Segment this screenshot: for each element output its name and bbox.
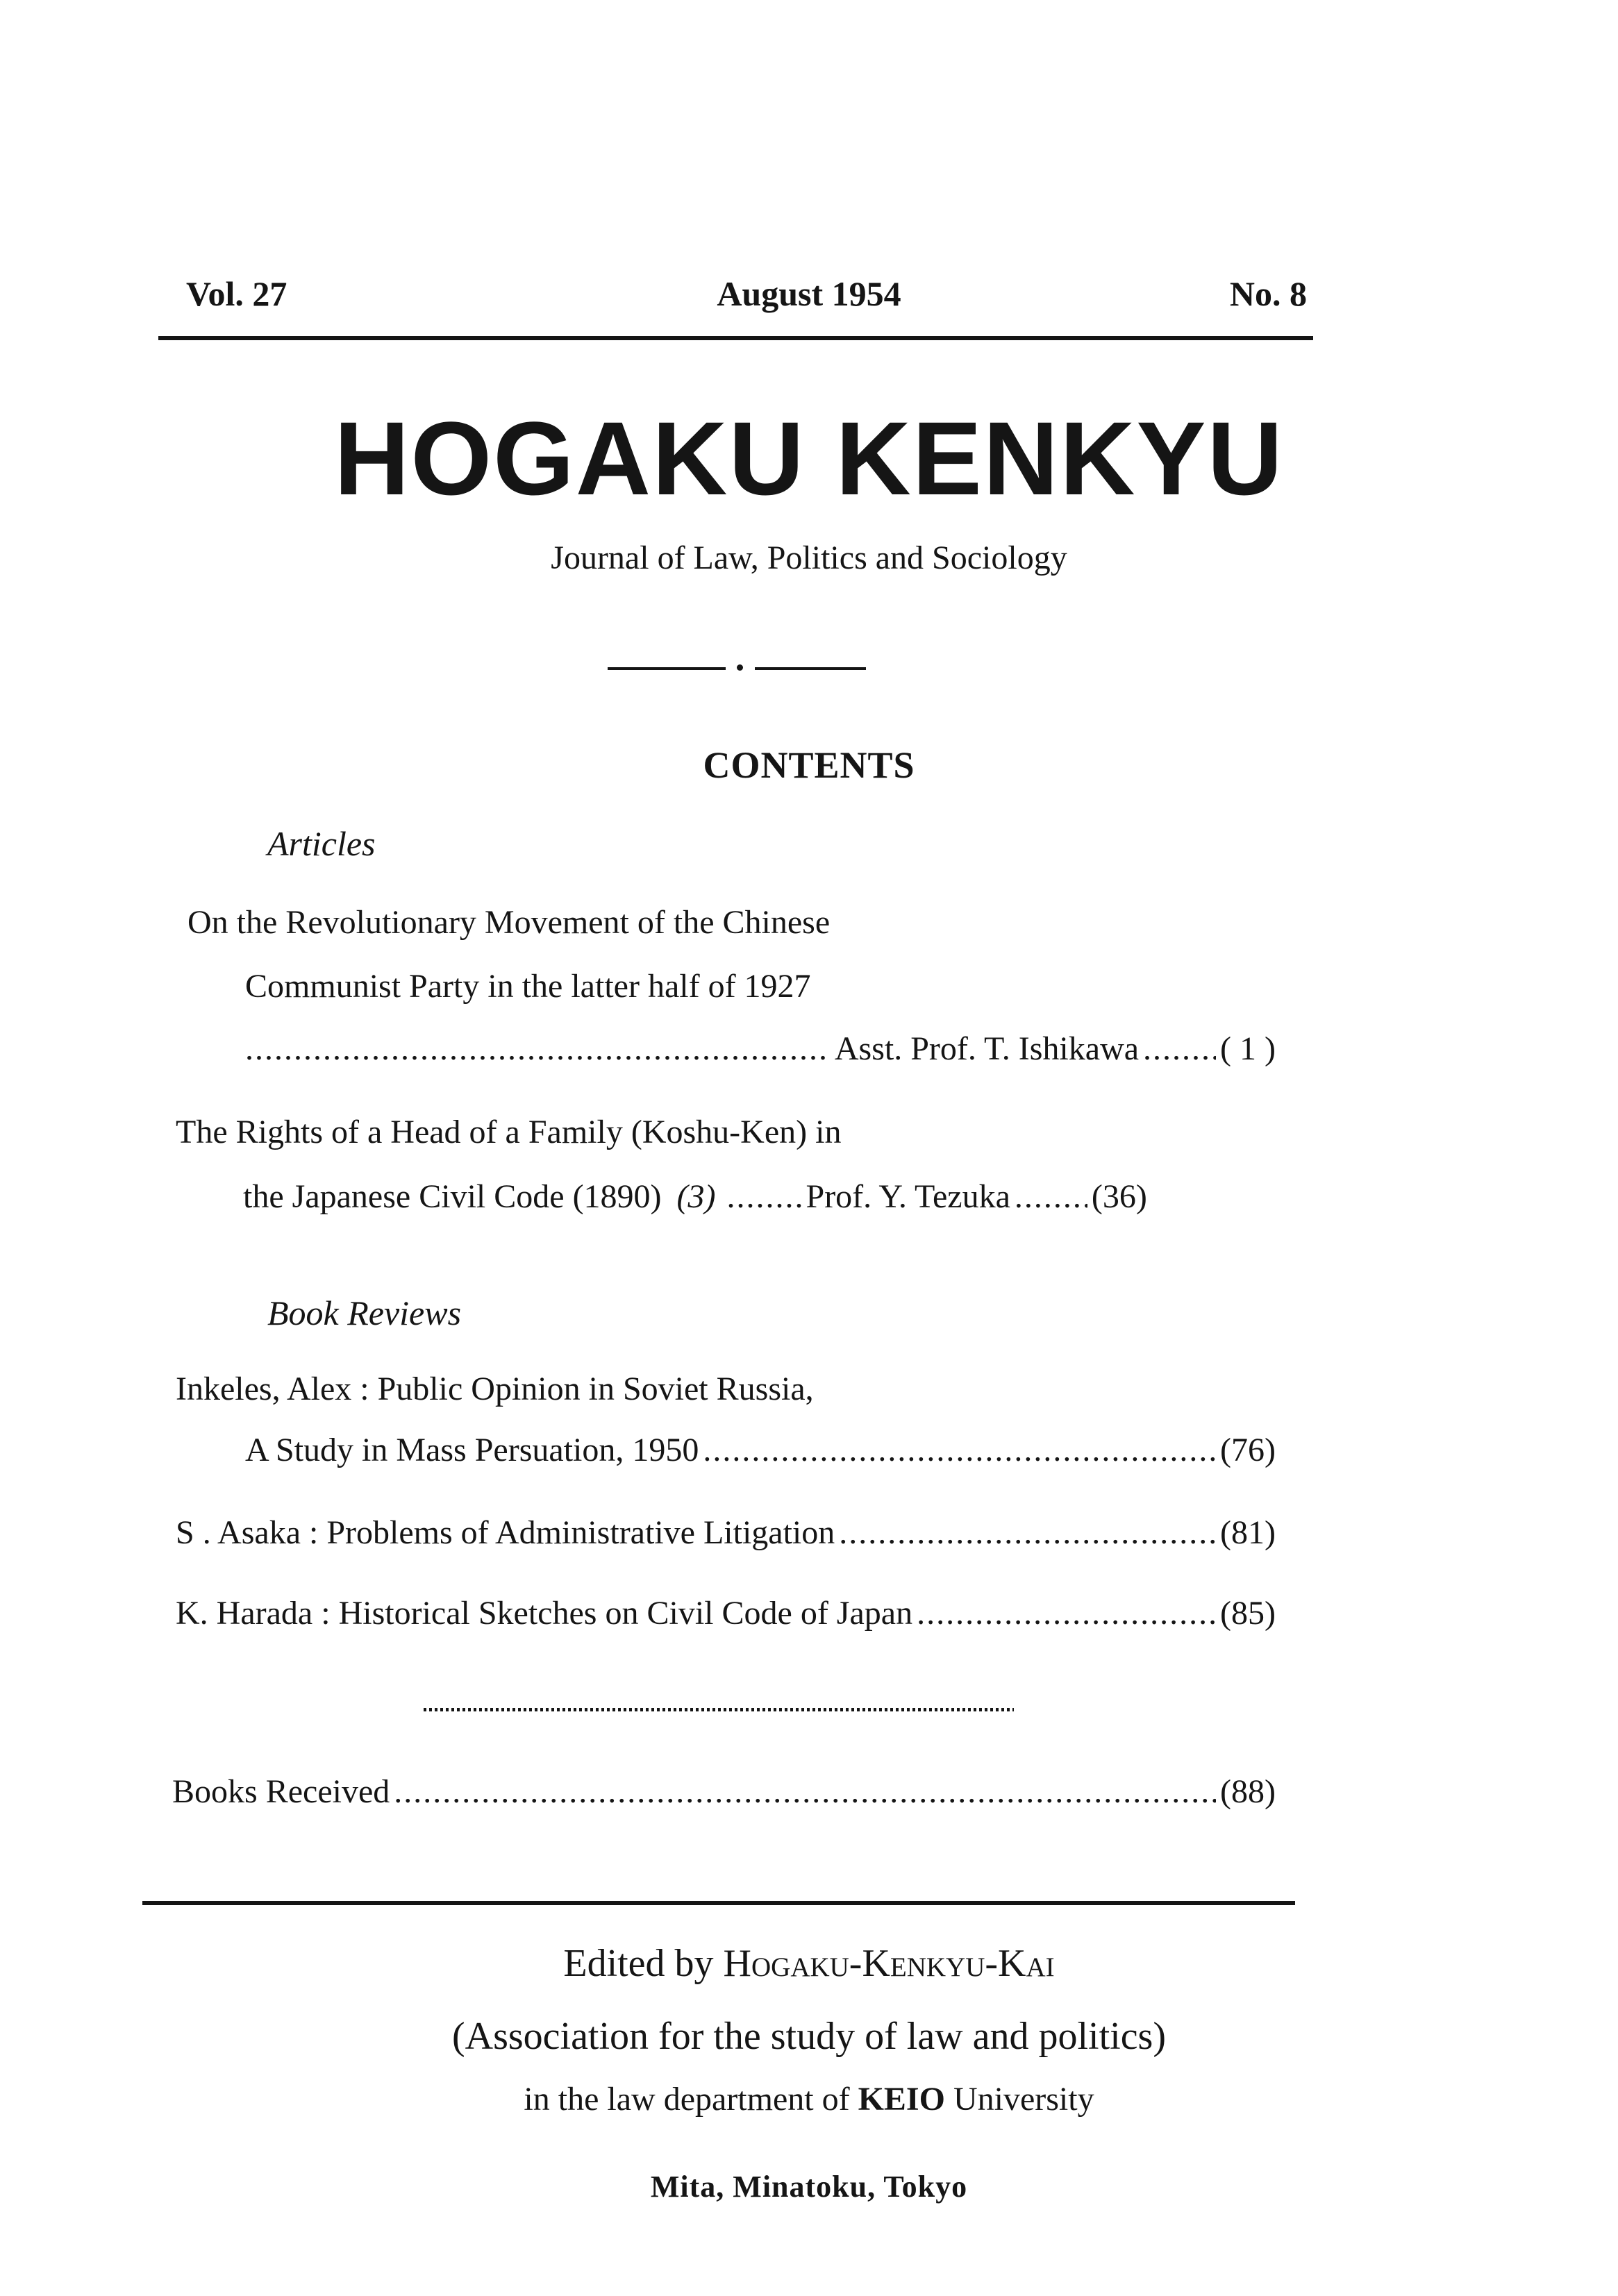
review-1-line-1: Inkeles, Alex : Public Opinion in Soviet Russia, xyxy=(176,1371,814,1407)
leader-dots xyxy=(839,1516,1216,1550)
review-3-text: K. Harada : Historical Sketches on Civil Code of Japan xyxy=(176,1595,913,1632)
university-suffix: University xyxy=(944,2081,1094,2118)
leader-dots xyxy=(1015,1180,1087,1214)
journal-title: HOGAKU KENKYU xyxy=(334,400,1284,517)
edited-by-prefix: Edited by xyxy=(563,1942,724,1985)
article-1-line-1: On the Revolutionary Movement of the Chinese xyxy=(187,904,831,941)
footer-rule xyxy=(142,1901,1295,1905)
review-1-entry xyxy=(245,1434,1276,1467)
volume-label: Vol. 27 xyxy=(186,274,287,313)
article-2-author: Prof. Y. Tezuka xyxy=(806,1178,1010,1215)
issue-number: No. 8 xyxy=(1229,274,1307,313)
ornament-rule-right xyxy=(755,667,866,670)
header-rule xyxy=(158,336,1313,340)
review-2-entry xyxy=(176,1516,1276,1550)
article-2-page: (36) xyxy=(1091,1178,1147,1215)
review-3-page: (85) xyxy=(1220,1595,1276,1632)
department-line xyxy=(0,2083,1618,2116)
contents-heading: CONTENTS xyxy=(703,744,915,786)
article-1-entry xyxy=(245,1032,1276,1066)
review-2-text: S . Asaka : Problems of Administrative Litigation xyxy=(176,1514,835,1551)
issue-date: August 1954 xyxy=(717,274,901,313)
leader-dots xyxy=(917,1597,1216,1630)
journal-subtitle: Journal of Law, Politics and Sociology xyxy=(551,539,1067,576)
review-1-page: (76) xyxy=(1220,1432,1276,1468)
article-2-line-1: The Rights of a Head of a Family (Koshu-Ken) in xyxy=(176,1114,842,1150)
books-received-entry xyxy=(172,1775,1276,1809)
article-2-line-2: the Japanese Civil Code (1890) xyxy=(243,1178,662,1215)
university-name: KEIO xyxy=(858,2081,945,2118)
ornament-dot xyxy=(737,664,743,671)
article-2-part: (3) xyxy=(676,1178,716,1215)
books-received-page: (88) xyxy=(1220,1773,1276,1810)
dotted-separator xyxy=(424,1708,1014,1711)
article-2-entry xyxy=(243,1180,1276,1214)
edited-by-line xyxy=(0,1944,1618,1983)
books-received-label: Books Received xyxy=(172,1773,390,1810)
leader-dots xyxy=(394,1775,1216,1809)
leader-dots xyxy=(703,1434,1216,1467)
leader-dots xyxy=(1143,1032,1216,1066)
publisher-location: Mita, Minatoku, Tokyo xyxy=(650,2170,968,2204)
association-line: (Association for the study of law and politics) xyxy=(451,2015,1166,2058)
review-3-entry xyxy=(176,1597,1276,1630)
review-2-page: (81) xyxy=(1220,1514,1276,1551)
leader-dots xyxy=(245,1032,831,1066)
leader-dots xyxy=(727,1180,802,1214)
ornament-rule-left xyxy=(608,667,726,670)
articles-heading: Articles xyxy=(267,824,376,863)
article-1-page: ( 1 ) xyxy=(1220,1030,1276,1067)
department-prefix: in the law department of xyxy=(524,2081,858,2118)
article-1-line-2: Communist Party in the latter half of 1927 xyxy=(245,968,811,1005)
review-1-line-2: A Study in Mass Persuation, 1950 xyxy=(245,1432,699,1468)
book-reviews-heading: Book Reviews xyxy=(267,1293,462,1332)
editor-name: Hogaku-Kenkyu-Kai xyxy=(723,1942,1055,1985)
article-1-author: Asst. Prof. T. Ishikawa xyxy=(834,1030,1140,1067)
